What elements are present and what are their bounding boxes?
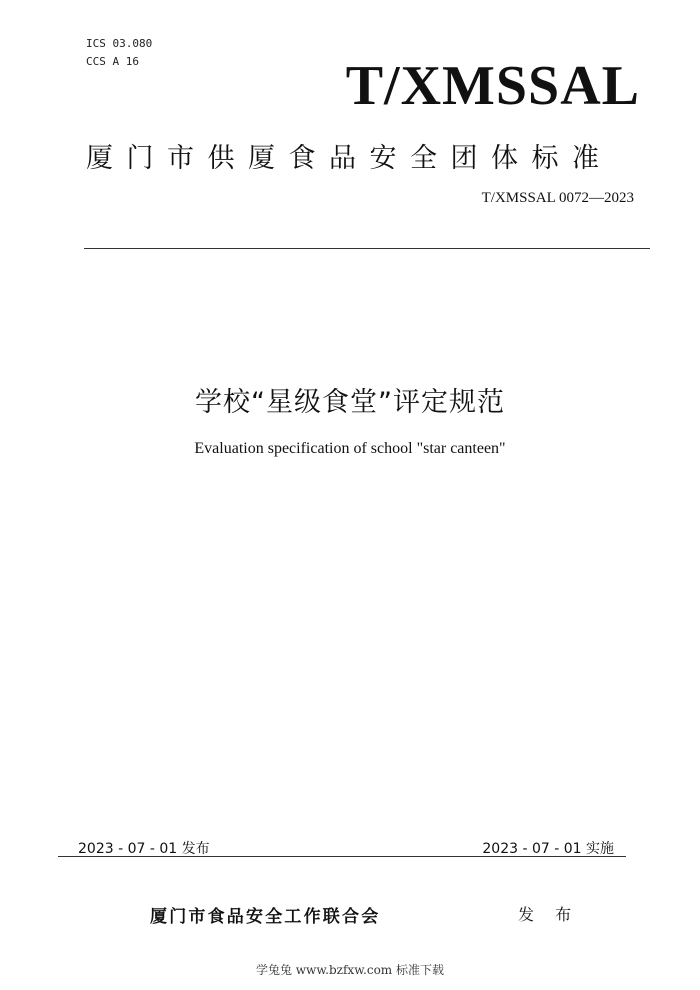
ics-code: ICS 03.080 — [86, 37, 153, 50]
standard-code-heading: T/XMSSAL — [345, 55, 640, 117]
issue-date: 2023 - 07 - 01 发布 — [78, 841, 210, 857]
ccs-code: CCS A 16 — [86, 55, 139, 68]
bottom-divider — [58, 856, 626, 857]
standard-type: 厦门市供厦食品安全团体标准 — [86, 143, 613, 174]
standard-number: T/XMSSAL 0072—2023 — [481, 190, 634, 206]
issuing-organization: 厦门市食品安全工作联合会 — [150, 907, 381, 927]
footer-watermark-text: 学兔兔 www.bzfxw.com 标准下载 — [255, 963, 445, 977]
issue-label: 发 布 — [518, 905, 580, 924]
top-divider — [84, 248, 650, 249]
document-title-chinese: 学校“星级食堂”评定规范 — [195, 387, 505, 418]
implementation-date: 2023 - 07 - 01 实施 — [482, 841, 614, 857]
document-title-english: Evaluation specification of school "star canteen" — [194, 440, 506, 457]
